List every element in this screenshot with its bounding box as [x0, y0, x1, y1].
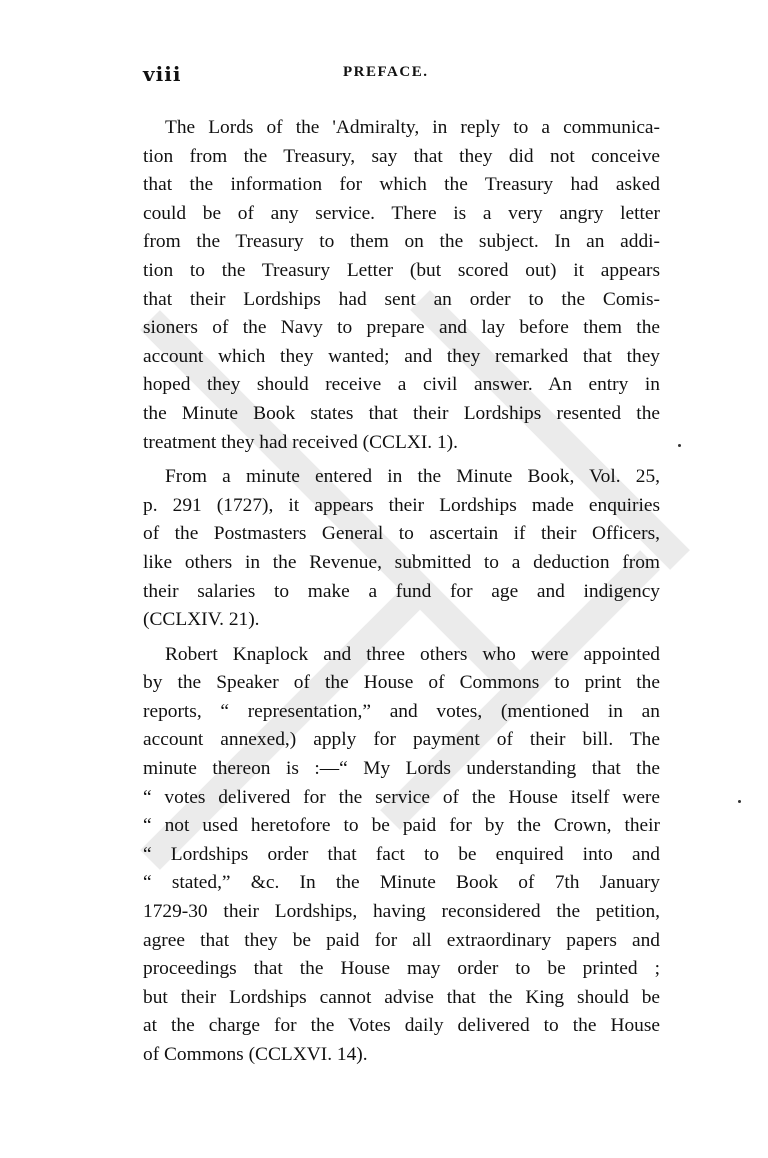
- text-line: The Lords of the 'Admiralty, in reply to a communica-: [165, 117, 660, 138]
- ink-speck: [678, 444, 681, 447]
- paragraph: [143, 114, 660, 457]
- text-line: minute thereon is :—“ My Lords understanding that the: [143, 758, 660, 780]
- text-line: From a minute entered in the Minute Book, Vol. 25,: [165, 466, 660, 488]
- text-line: sioners of the Navy to prepare and lay before them the: [143, 317, 660, 339]
- ink-speck: [738, 800, 741, 803]
- text-line: tion to the Treasury Letter (but scored out) it appears: [143, 259, 660, 281]
- text-line: hoped they should receive a civil answer. An entry in: [143, 374, 660, 396]
- text-line: 1729-30 their Lordships, having reconsidered the petition,: [143, 901, 660, 923]
- text-line: “ not used heretofore to be paid for by the Crown, their: [143, 815, 660, 837]
- text-line: the Minute Book states that their Lordships resented the: [143, 402, 660, 424]
- text-line: tion from the Treasury, say that they did not conceive: [143, 145, 660, 167]
- text-line: reports, “ representation,” and votes, (mentioned in an: [143, 700, 660, 722]
- page-number: viii: [143, 62, 182, 86]
- text-line: their salaries to make a fund for age and indigency: [143, 580, 660, 602]
- page-body: [143, 114, 660, 1076]
- page-header: [143, 62, 660, 86]
- text-line: of Commons (CCLXVI. 14).: [143, 1044, 368, 1065]
- text-line: at the charge for the Votes daily delivered to the House: [143, 1015, 660, 1037]
- text-line: “ stated,” &c. In the Minute Book of 7th January: [143, 872, 660, 894]
- text-line: “ votes delivered for the service of the House itself were: [143, 786, 660, 808]
- text-line: account annexed,) apply for payment of their bill. The: [143, 729, 660, 751]
- paragraph: [143, 463, 660, 635]
- text-line: that the information for which the Treasury had asked: [143, 174, 660, 196]
- text-line: by the Speaker of the House of Commons to print the: [143, 672, 660, 694]
- running-head: PREFACE.: [343, 64, 429, 80]
- text-line: (CCLXIV. 21).: [143, 609, 260, 631]
- text-line: p. 291 (1727), it appears their Lordships made enquiries: [143, 494, 660, 516]
- text-line: account which they wanted; and they remarked that they: [143, 345, 660, 367]
- paragraph: [143, 641, 660, 1070]
- text-line: of the Postmasters General to ascertain if their Officers,: [143, 523, 660, 545]
- text-line: that their Lordships had sent an order to the Comis-: [143, 288, 660, 310]
- text-line: proceedings that the House may order to be printed ;: [143, 958, 660, 980]
- text-line: Robert Knaplock and three others who were appointed: [165, 643, 660, 665]
- text-line: like others in the Revenue, submitted to a deduction from: [143, 551, 660, 573]
- text-line: agree that they be paid for all extraordinary papers and: [143, 929, 660, 951]
- text-line: could be of any service. There is a very angry letter: [143, 202, 660, 224]
- text-line: treatment they had received (CCLXI. 1).: [143, 431, 458, 453]
- text-line: but their Lordships cannot advise that the King should be: [143, 986, 660, 1008]
- text-line: “ Lordships order that fact to be enquired into and: [143, 843, 660, 865]
- text-line: from the Treasury to them on the subject. In an addi-: [143, 231, 660, 253]
